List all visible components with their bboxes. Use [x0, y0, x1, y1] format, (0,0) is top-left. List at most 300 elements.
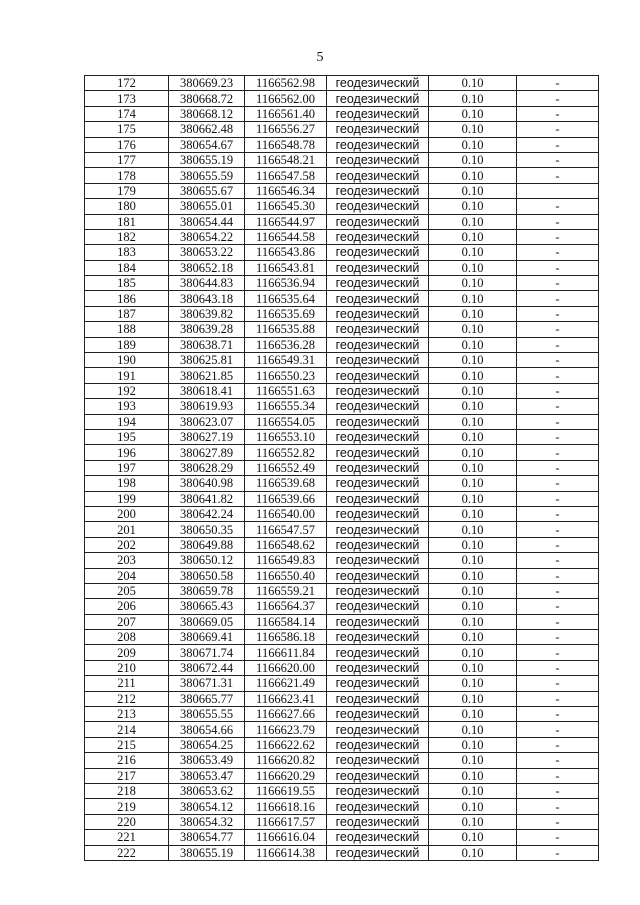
method-cell: геодезический	[327, 383, 429, 398]
x-coordinate-cell: 380623.07	[169, 414, 245, 429]
point-number-cell: 211	[85, 676, 169, 691]
point-number-cell: 222	[85, 845, 169, 860]
accuracy-cell: 0.10	[429, 229, 517, 244]
y-coordinate-cell: 1166623.41	[245, 691, 327, 706]
point-number-cell: 179	[85, 183, 169, 198]
point-number-cell: 208	[85, 630, 169, 645]
table-row	[85, 168, 599, 183]
table-row	[85, 152, 599, 167]
method-cell: геодезический	[327, 553, 429, 568]
point-number-cell: 201	[85, 522, 169, 537]
method-cell: геодезический	[327, 537, 429, 552]
y-coordinate-cell: 1166535.64	[245, 291, 327, 306]
accuracy-cell: 0.10	[429, 676, 517, 691]
y-coordinate-cell: 1166616.04	[245, 830, 327, 845]
x-coordinate-cell: 380653.49	[169, 753, 245, 768]
note-cell: -	[517, 537, 599, 552]
table-row	[85, 229, 599, 244]
y-coordinate-cell: 1166543.81	[245, 260, 327, 275]
table-row	[85, 583, 599, 598]
y-coordinate-cell: 1166620.29	[245, 768, 327, 783]
accuracy-cell: 0.10	[429, 399, 517, 414]
coordinates-table-body	[85, 76, 599, 861]
table-row	[85, 245, 599, 260]
method-cell: геодезический	[327, 522, 429, 537]
x-coordinate-cell: 380668.72	[169, 91, 245, 106]
point-number-cell: 189	[85, 337, 169, 352]
x-coordinate-cell: 380654.25	[169, 737, 245, 752]
x-coordinate-cell: 380665.43	[169, 599, 245, 614]
point-number-cell: 203	[85, 553, 169, 568]
point-number-cell: 196	[85, 445, 169, 460]
table-row	[85, 122, 599, 137]
method-cell: геодезический	[327, 676, 429, 691]
note-cell: -	[517, 722, 599, 737]
table-row	[85, 845, 599, 860]
method-cell: геодезический	[327, 399, 429, 414]
table-row	[85, 599, 599, 614]
table-row	[85, 830, 599, 845]
x-coordinate-cell: 380649.88	[169, 537, 245, 552]
x-coordinate-cell: 380650.12	[169, 553, 245, 568]
y-coordinate-cell: 1166540.00	[245, 506, 327, 521]
x-coordinate-cell: 380644.83	[169, 276, 245, 291]
table-row	[85, 306, 599, 321]
y-coordinate-cell: 1166562.00	[245, 91, 327, 106]
accuracy-cell: 0.10	[429, 445, 517, 460]
note-cell: -	[517, 168, 599, 183]
y-coordinate-cell: 1166547.57	[245, 522, 327, 537]
x-coordinate-cell: 380653.22	[169, 245, 245, 260]
point-number-cell: 184	[85, 260, 169, 275]
y-coordinate-cell: 1166546.34	[245, 183, 327, 198]
note-cell: -	[517, 691, 599, 706]
accuracy-cell: 0.10	[429, 214, 517, 229]
accuracy-cell: 0.10	[429, 845, 517, 860]
note-cell: -	[517, 491, 599, 506]
note-cell: -	[517, 399, 599, 414]
point-number-cell: 200	[85, 506, 169, 521]
point-number-cell: 180	[85, 199, 169, 214]
accuracy-cell: 0.10	[429, 506, 517, 521]
y-coordinate-cell: 1166552.82	[245, 445, 327, 460]
table-row	[85, 199, 599, 214]
table-row	[85, 399, 599, 414]
table-row	[85, 183, 599, 198]
table-row	[85, 260, 599, 275]
note-cell	[517, 183, 599, 198]
accuracy-cell: 0.10	[429, 337, 517, 352]
method-cell: геодезический	[327, 137, 429, 152]
y-coordinate-cell: 1166545.30	[245, 199, 327, 214]
method-cell: геодезический	[327, 753, 429, 768]
point-number-cell: 219	[85, 799, 169, 814]
note-cell: -	[517, 353, 599, 368]
note-cell: -	[517, 845, 599, 860]
table-row	[85, 814, 599, 829]
y-coordinate-cell: 1166535.88	[245, 322, 327, 337]
accuracy-cell: 0.10	[429, 537, 517, 552]
method-cell: геодезический	[327, 614, 429, 629]
x-coordinate-cell: 380654.77	[169, 830, 245, 845]
table-row	[85, 76, 599, 91]
x-coordinate-cell: 380654.22	[169, 229, 245, 244]
x-coordinate-cell: 380654.66	[169, 722, 245, 737]
y-coordinate-cell: 1166584.14	[245, 614, 327, 629]
method-cell: геодезический	[327, 783, 429, 798]
accuracy-cell: 0.10	[429, 414, 517, 429]
point-number-cell: 212	[85, 691, 169, 706]
point-number-cell: 177	[85, 152, 169, 167]
y-coordinate-cell: 1166620.00	[245, 660, 327, 675]
note-cell: -	[517, 830, 599, 845]
note-cell: -	[517, 106, 599, 121]
x-coordinate-cell: 380627.19	[169, 429, 245, 444]
x-coordinate-cell: 380618.41	[169, 383, 245, 398]
table-row	[85, 368, 599, 383]
x-coordinate-cell: 380655.59	[169, 168, 245, 183]
point-number-cell: 194	[85, 414, 169, 429]
note-cell: -	[517, 306, 599, 321]
point-number-cell: 207	[85, 614, 169, 629]
accuracy-cell: 0.10	[429, 553, 517, 568]
point-number-cell: 218	[85, 783, 169, 798]
point-number-cell: 217	[85, 768, 169, 783]
accuracy-cell: 0.10	[429, 122, 517, 137]
point-number-cell: 186	[85, 291, 169, 306]
table-row	[85, 660, 599, 675]
note-cell: -	[517, 276, 599, 291]
accuracy-cell: 0.10	[429, 660, 517, 675]
accuracy-cell: 0.10	[429, 707, 517, 722]
note-cell: -	[517, 91, 599, 106]
point-number-cell: 210	[85, 660, 169, 675]
point-number-cell: 172	[85, 76, 169, 91]
point-number-cell: 198	[85, 476, 169, 491]
table-row	[85, 522, 599, 537]
y-coordinate-cell: 1166562.98	[245, 76, 327, 91]
accuracy-cell: 0.10	[429, 630, 517, 645]
table-row	[85, 707, 599, 722]
page-number: 5	[316, 50, 324, 65]
x-coordinate-cell: 380639.82	[169, 306, 245, 321]
accuracy-cell: 0.10	[429, 583, 517, 598]
table-row	[85, 414, 599, 429]
table-row	[85, 429, 599, 444]
method-cell: геодезический	[327, 445, 429, 460]
method-cell: геодезический	[327, 429, 429, 444]
y-coordinate-cell: 1166548.62	[245, 537, 327, 552]
point-number-cell: 185	[85, 276, 169, 291]
accuracy-cell: 0.10	[429, 306, 517, 321]
y-coordinate-cell: 1166621.49	[245, 676, 327, 691]
point-number-cell: 183	[85, 245, 169, 260]
y-coordinate-cell: 1166539.66	[245, 491, 327, 506]
accuracy-cell: 0.10	[429, 460, 517, 475]
x-coordinate-cell: 380619.93	[169, 399, 245, 414]
method-cell: геодезический	[327, 152, 429, 167]
y-coordinate-cell: 1166548.78	[245, 137, 327, 152]
point-number-cell: 193	[85, 399, 169, 414]
method-cell: геодезический	[327, 722, 429, 737]
note-cell: -	[517, 383, 599, 398]
accuracy-cell: 0.10	[429, 137, 517, 152]
method-cell: геодезический	[327, 645, 429, 660]
method-cell: геодезический	[327, 630, 429, 645]
method-cell: геодезический	[327, 660, 429, 675]
method-cell: геодезический	[327, 214, 429, 229]
accuracy-cell: 0.10	[429, 614, 517, 629]
y-coordinate-cell: 1166564.37	[245, 599, 327, 614]
point-number-cell: 188	[85, 322, 169, 337]
point-number-cell: 205	[85, 583, 169, 598]
note-cell: -	[517, 506, 599, 521]
accuracy-cell: 0.10	[429, 276, 517, 291]
method-cell: геодезический	[327, 368, 429, 383]
accuracy-cell: 0.10	[429, 76, 517, 91]
method-cell: геодезический	[327, 76, 429, 91]
accuracy-cell: 0.10	[429, 599, 517, 614]
method-cell: геодезический	[327, 691, 429, 706]
method-cell: геодезический	[327, 414, 429, 429]
note-cell: -	[517, 583, 599, 598]
method-cell: геодезический	[327, 337, 429, 352]
point-number-cell: 195	[85, 429, 169, 444]
accuracy-cell: 0.10	[429, 768, 517, 783]
method-cell: геодезический	[327, 122, 429, 137]
x-coordinate-cell: 380671.74	[169, 645, 245, 660]
point-number-cell: 204	[85, 568, 169, 583]
table-row	[85, 322, 599, 337]
note-cell: -	[517, 137, 599, 152]
note-cell: -	[517, 199, 599, 214]
point-number-cell: 192	[85, 383, 169, 398]
y-coordinate-cell: 1166556.27	[245, 122, 327, 137]
x-coordinate-cell: 380643.18	[169, 291, 245, 306]
accuracy-cell: 0.10	[429, 383, 517, 398]
y-coordinate-cell: 1166544.97	[245, 214, 327, 229]
y-coordinate-cell: 1166535.69	[245, 306, 327, 321]
accuracy-cell: 0.10	[429, 814, 517, 829]
y-coordinate-cell: 1166549.31	[245, 353, 327, 368]
method-cell: геодезический	[327, 845, 429, 860]
note-cell: -	[517, 676, 599, 691]
accuracy-cell: 0.10	[429, 183, 517, 198]
table-row	[85, 353, 599, 368]
y-coordinate-cell: 1166561.40	[245, 106, 327, 121]
table-row	[85, 768, 599, 783]
point-number-cell: 174	[85, 106, 169, 121]
method-cell: геодезический	[327, 491, 429, 506]
method-cell: геодезический	[327, 245, 429, 260]
table-row	[85, 645, 599, 660]
table-row	[85, 799, 599, 814]
point-number-cell: 199	[85, 491, 169, 506]
x-coordinate-cell: 380668.12	[169, 106, 245, 121]
method-cell: геодезический	[327, 799, 429, 814]
accuracy-cell: 0.10	[429, 722, 517, 737]
note-cell: -	[517, 368, 599, 383]
method-cell: геодезический	[327, 737, 429, 752]
point-number-cell: 214	[85, 722, 169, 737]
y-coordinate-cell: 1166623.79	[245, 722, 327, 737]
y-coordinate-cell: 1166617.57	[245, 814, 327, 829]
y-coordinate-cell: 1166539.68	[245, 476, 327, 491]
note-cell: -	[517, 553, 599, 568]
x-coordinate-cell: 380671.31	[169, 676, 245, 691]
table-row	[85, 506, 599, 521]
x-coordinate-cell: 380672.44	[169, 660, 245, 675]
note-cell: -	[517, 122, 599, 137]
x-coordinate-cell: 380669.23	[169, 76, 245, 91]
x-coordinate-cell: 380641.82	[169, 491, 245, 506]
x-coordinate-cell: 380638.71	[169, 337, 245, 352]
accuracy-cell: 0.10	[429, 199, 517, 214]
method-cell: геодезический	[327, 199, 429, 214]
note-cell: -	[517, 229, 599, 244]
x-coordinate-cell: 380654.67	[169, 137, 245, 152]
method-cell: геодезический	[327, 91, 429, 106]
accuracy-cell: 0.10	[429, 645, 517, 660]
x-coordinate-cell: 380653.47	[169, 768, 245, 783]
y-coordinate-cell: 1166586.18	[245, 630, 327, 645]
note-cell: -	[517, 599, 599, 614]
table-row	[85, 691, 599, 706]
y-coordinate-cell: 1166559.21	[245, 583, 327, 598]
x-coordinate-cell: 380655.67	[169, 183, 245, 198]
y-coordinate-cell: 1166549.83	[245, 553, 327, 568]
table-row	[85, 91, 599, 106]
x-coordinate-cell: 380654.32	[169, 814, 245, 829]
point-number-cell: 197	[85, 460, 169, 475]
x-coordinate-cell: 380655.19	[169, 845, 245, 860]
y-coordinate-cell: 1166614.38	[245, 845, 327, 860]
note-cell: -	[517, 814, 599, 829]
method-cell: геодезический	[327, 229, 429, 244]
accuracy-cell: 0.10	[429, 168, 517, 183]
y-coordinate-cell: 1166622.62	[245, 737, 327, 752]
x-coordinate-cell: 380665.77	[169, 691, 245, 706]
x-coordinate-cell: 380662.48	[169, 122, 245, 137]
table-row	[85, 630, 599, 645]
method-cell: геодезический	[327, 583, 429, 598]
x-coordinate-cell: 380654.44	[169, 214, 245, 229]
note-cell: -	[517, 522, 599, 537]
method-cell: геодезический	[327, 599, 429, 614]
y-coordinate-cell: 1166611.84	[245, 645, 327, 660]
method-cell: геодезический	[327, 306, 429, 321]
note-cell: -	[517, 414, 599, 429]
table-row	[85, 537, 599, 552]
table-row	[85, 214, 599, 229]
x-coordinate-cell: 380640.98	[169, 476, 245, 491]
method-cell: геодезический	[327, 260, 429, 275]
method-cell: геодезический	[327, 830, 429, 845]
table-row	[85, 783, 599, 798]
note-cell: -	[517, 214, 599, 229]
table-row	[85, 614, 599, 629]
y-coordinate-cell: 1166619.55	[245, 783, 327, 798]
method-cell: геодезический	[327, 768, 429, 783]
x-coordinate-cell: 380655.01	[169, 199, 245, 214]
table-row	[85, 722, 599, 737]
table-row	[85, 553, 599, 568]
y-coordinate-cell: 1166555.34	[245, 399, 327, 414]
table-row	[85, 276, 599, 291]
y-coordinate-cell: 1166543.86	[245, 245, 327, 260]
accuracy-cell: 0.10	[429, 260, 517, 275]
table-row	[85, 753, 599, 768]
x-coordinate-cell: 380655.19	[169, 152, 245, 167]
accuracy-cell: 0.10	[429, 152, 517, 167]
accuracy-cell: 0.10	[429, 476, 517, 491]
y-coordinate-cell: 1166620.82	[245, 753, 327, 768]
method-cell: геодезический	[327, 322, 429, 337]
y-coordinate-cell: 1166550.23	[245, 368, 327, 383]
point-number-cell: 176	[85, 137, 169, 152]
method-cell: геодезический	[327, 106, 429, 121]
y-coordinate-cell: 1166550.40	[245, 568, 327, 583]
accuracy-cell: 0.10	[429, 691, 517, 706]
accuracy-cell: 0.10	[429, 106, 517, 121]
accuracy-cell: 0.10	[429, 291, 517, 306]
x-coordinate-cell: 380642.24	[169, 506, 245, 521]
table-row	[85, 737, 599, 752]
x-coordinate-cell: 380621.85	[169, 368, 245, 383]
point-number-cell: 178	[85, 168, 169, 183]
table-row	[85, 383, 599, 398]
point-number-cell: 173	[85, 91, 169, 106]
point-number-cell: 190	[85, 353, 169, 368]
note-cell: -	[517, 245, 599, 260]
note-cell: -	[517, 614, 599, 629]
x-coordinate-cell: 380652.18	[169, 260, 245, 275]
y-coordinate-cell: 1166552.49	[245, 460, 327, 475]
y-coordinate-cell: 1166536.28	[245, 337, 327, 352]
y-coordinate-cell: 1166536.94	[245, 276, 327, 291]
point-number-cell: 220	[85, 814, 169, 829]
accuracy-cell: 0.10	[429, 353, 517, 368]
x-coordinate-cell: 380653.62	[169, 783, 245, 798]
table-row	[85, 106, 599, 121]
table-row	[85, 445, 599, 460]
accuracy-cell: 0.10	[429, 429, 517, 444]
accuracy-cell: 0.10	[429, 737, 517, 752]
accuracy-cell: 0.10	[429, 830, 517, 845]
x-coordinate-cell: 380639.28	[169, 322, 245, 337]
note-cell: -	[517, 660, 599, 675]
note-cell: -	[517, 768, 599, 783]
method-cell: геодезический	[327, 814, 429, 829]
method-cell: геодезический	[327, 276, 429, 291]
table-row	[85, 568, 599, 583]
accuracy-cell: 0.10	[429, 322, 517, 337]
point-number-cell: 216	[85, 753, 169, 768]
note-cell: -	[517, 291, 599, 306]
x-coordinate-cell: 380655.55	[169, 707, 245, 722]
method-cell: геодезический	[327, 506, 429, 521]
note-cell: -	[517, 76, 599, 91]
x-coordinate-cell: 380627.89	[169, 445, 245, 460]
y-coordinate-cell: 1166551.63	[245, 383, 327, 398]
table-row	[85, 137, 599, 152]
accuracy-cell: 0.10	[429, 753, 517, 768]
note-cell: -	[517, 476, 599, 491]
method-cell: геодезический	[327, 476, 429, 491]
y-coordinate-cell: 1166627.66	[245, 707, 327, 722]
note-cell: -	[517, 337, 599, 352]
note-cell: -	[517, 630, 599, 645]
